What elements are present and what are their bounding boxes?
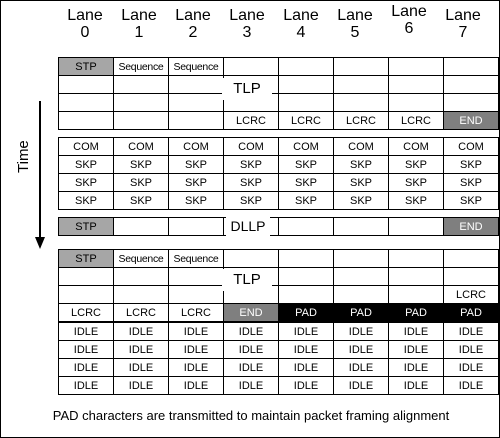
lane-headers <box>58 3 491 57</box>
lane-header-5 <box>328 7 382 41</box>
skip-ordered-set-block <box>58 137 499 210</box>
pad-symbol: PAD <box>279 304 334 322</box>
empty-cell <box>169 94 224 112</box>
table-row <box>59 359 499 377</box>
idle-symbol: IDLE <box>334 341 389 359</box>
idle-symbol: IDLE <box>444 377 499 395</box>
sequence-symbol: Sequence <box>114 58 169 76</box>
lcrc-symbol: LCRC <box>334 112 389 130</box>
table-row <box>59 76 499 94</box>
lane-number: 7 <box>458 24 468 41</box>
idle-symbol: IDLE <box>279 359 334 377</box>
empty-cell <box>114 112 169 130</box>
idle-symbol: IDLE <box>279 377 334 395</box>
skp-symbol: SKP <box>389 192 444 210</box>
table-row <box>59 156 499 174</box>
lane-header-6 <box>382 3 436 37</box>
skp-symbol: SKP <box>59 192 114 210</box>
skp-symbol: SKP <box>59 156 114 174</box>
lane-header-7 <box>436 7 490 41</box>
empty-cell <box>389 94 444 112</box>
empty-cell <box>279 286 334 304</box>
lane-number: 2 <box>188 24 198 41</box>
empty-cell <box>169 218 224 236</box>
empty-cell <box>279 76 334 94</box>
table-row <box>59 377 499 395</box>
lane-number: 4 <box>296 24 306 41</box>
idle-symbol: IDLE <box>279 341 334 359</box>
lane-number: 0 <box>80 24 90 41</box>
dllp-label: DLLP <box>226 217 270 236</box>
empty-cell <box>59 94 114 112</box>
empty-cell <box>334 268 389 286</box>
tlp-label: TLP <box>222 78 272 100</box>
empty-cell <box>444 94 499 112</box>
idle-symbol: IDLE <box>224 323 279 341</box>
empty-cell <box>389 218 444 236</box>
lane-header-0 <box>58 7 112 41</box>
skp-symbol: SKP <box>389 156 444 174</box>
stp-symbol: STP <box>59 250 114 268</box>
end-symbol: END <box>224 304 279 322</box>
idle-symbol: IDLE <box>334 359 389 377</box>
caption: PAD characters are transmitted to maintain packet framing alignment <box>52 408 450 423</box>
lane-label: Lane <box>175 7 211 24</box>
empty-cell <box>389 268 444 286</box>
com-symbol: COM <box>169 138 224 156</box>
empty-cell <box>389 286 444 304</box>
end-symbol: END <box>444 112 499 130</box>
empty-cell <box>444 250 499 268</box>
idle-symbol: IDLE <box>389 323 444 341</box>
com-symbol: COM <box>444 138 499 156</box>
empty-cell <box>114 76 169 94</box>
table-row <box>59 218 499 236</box>
empty-cell <box>169 286 224 304</box>
tlp-block-2 <box>58 249 499 322</box>
empty-cell <box>279 94 334 112</box>
lcrc-symbol: LCRC <box>389 112 444 130</box>
time-arrow-icon <box>15 101 45 249</box>
pad-symbol: PAD <box>334 304 389 322</box>
idle-symbol: IDLE <box>334 377 389 395</box>
skp-symbol: SKP <box>224 156 279 174</box>
empty-cell <box>59 268 114 286</box>
table-row <box>59 286 499 304</box>
lane-number: 3 <box>242 24 252 41</box>
idle-symbol: IDLE <box>334 323 389 341</box>
idle-symbol: IDLE <box>444 341 499 359</box>
skp-symbol: SKP <box>444 156 499 174</box>
idle-symbol: IDLE <box>224 377 279 395</box>
skp-symbol: SKP <box>279 192 334 210</box>
idle-symbol: IDLE <box>169 341 224 359</box>
sequence-symbol: Sequence <box>169 250 224 268</box>
empty-cell <box>59 112 114 130</box>
empty-cell <box>444 58 499 76</box>
lane-header-2 <box>166 7 220 41</box>
lcrc-symbol: LCRC <box>444 286 499 304</box>
idle-symbol: IDLE <box>389 377 444 395</box>
pad-symbol: PAD <box>389 304 444 322</box>
stp-symbol: STP <box>59 58 114 76</box>
skp-symbol: SKP <box>334 192 389 210</box>
empty-cell <box>114 94 169 112</box>
com-symbol: COM <box>334 138 389 156</box>
idle-symbol: IDLE <box>389 341 444 359</box>
table-row <box>59 112 499 130</box>
lane-number: 6 <box>404 20 414 37</box>
table-row <box>59 250 499 268</box>
skp-symbol: SKP <box>279 156 334 174</box>
empty-cell <box>334 94 389 112</box>
lcrc-symbol: LCRC <box>169 304 224 322</box>
lcrc-symbol: LCRC <box>279 112 334 130</box>
table-row <box>59 94 499 112</box>
skp-symbol: SKP <box>59 174 114 192</box>
empty-cell <box>279 58 334 76</box>
idle-block <box>58 322 499 395</box>
table-row <box>59 341 499 359</box>
idle-symbol: IDLE <box>389 359 444 377</box>
idle-symbol: IDLE <box>444 323 499 341</box>
end-symbol: END <box>444 218 499 236</box>
skp-symbol: SKP <box>334 156 389 174</box>
lane-label: Lane <box>121 7 157 24</box>
lane-label: Lane <box>337 7 373 24</box>
idle-symbol: IDLE <box>114 323 169 341</box>
skp-symbol: SKP <box>224 174 279 192</box>
sequence-symbol: Sequence <box>169 58 224 76</box>
lcrc-symbol: LCRC <box>59 304 114 322</box>
table-row <box>59 304 499 322</box>
skp-symbol: SKP <box>224 192 279 210</box>
idle-symbol: IDLE <box>169 323 224 341</box>
idle-symbol: IDLE <box>279 323 334 341</box>
idle-symbol: IDLE <box>59 359 114 377</box>
lane-header-1 <box>112 7 166 41</box>
skp-symbol: SKP <box>169 174 224 192</box>
lcrc-symbol: LCRC <box>224 112 279 130</box>
time-label: Time <box>15 140 32 173</box>
idle-symbol: IDLE <box>59 341 114 359</box>
table-row <box>59 174 499 192</box>
table-row <box>59 58 499 76</box>
tlp-label: TLP <box>222 269 272 291</box>
empty-cell <box>114 218 169 236</box>
skp-symbol: SKP <box>114 156 169 174</box>
skp-symbol: SKP <box>279 174 334 192</box>
table-row <box>59 323 499 341</box>
skp-symbol: SKP <box>114 174 169 192</box>
lane-label: Lane <box>283 7 319 24</box>
skp-symbol: SKP <box>169 192 224 210</box>
empty-cell <box>444 268 499 286</box>
empty-cell <box>334 250 389 268</box>
idle-symbol: IDLE <box>59 377 114 395</box>
empty-cell <box>389 58 444 76</box>
idle-symbol: IDLE <box>114 341 169 359</box>
empty-cell <box>169 112 224 130</box>
idle-symbol: IDLE <box>59 323 114 341</box>
lane-label: Lane <box>67 7 103 24</box>
empty-cell <box>224 250 279 268</box>
idle-symbol: IDLE <box>224 341 279 359</box>
skp-symbol: SKP <box>444 192 499 210</box>
empty-cell <box>334 58 389 76</box>
empty-cell <box>279 268 334 286</box>
empty-cell <box>224 58 279 76</box>
empty-cell <box>169 268 224 286</box>
empty-cell <box>169 76 224 94</box>
com-symbol: COM <box>389 138 444 156</box>
skp-symbol: SKP <box>114 192 169 210</box>
tlp-block-1 <box>58 57 499 130</box>
lane-number: 5 <box>350 24 360 41</box>
idle-symbol: IDLE <box>114 377 169 395</box>
table-row <box>59 192 499 210</box>
lane-label: Lane <box>391 3 427 20</box>
table-row <box>59 268 499 286</box>
empty-cell <box>444 76 499 94</box>
idle-symbol: IDLE <box>114 359 169 377</box>
com-symbol: COM <box>279 138 334 156</box>
com-symbol: COM <box>114 138 169 156</box>
empty-cell <box>389 250 444 268</box>
skp-symbol: SKP <box>444 174 499 192</box>
empty-cell <box>114 268 169 286</box>
sequence-symbol: Sequence <box>114 250 169 268</box>
lane-label: Lane <box>445 7 481 24</box>
idle-symbol: IDLE <box>444 359 499 377</box>
empty-cell <box>334 218 389 236</box>
empty-cell <box>279 218 334 236</box>
empty-cell <box>59 286 114 304</box>
idle-symbol: IDLE <box>169 377 224 395</box>
empty-cell <box>334 76 389 94</box>
lane-number: 1 <box>134 24 144 41</box>
empty-cell <box>114 286 169 304</box>
table-row <box>59 138 499 156</box>
empty-cell <box>334 286 389 304</box>
skp-symbol: SKP <box>389 174 444 192</box>
empty-cell <box>59 76 114 94</box>
skp-symbol: SKP <box>169 156 224 174</box>
lcrc-symbol: LCRC <box>114 304 169 322</box>
idle-symbol: IDLE <box>169 359 224 377</box>
empty-cell <box>389 76 444 94</box>
stp-symbol: STP <box>59 218 114 236</box>
pad-symbol: PAD <box>444 304 499 322</box>
lane-header-3 <box>220 7 274 41</box>
lane-header-4 <box>274 7 328 41</box>
empty-cell <box>279 250 334 268</box>
dllp-block <box>58 217 499 236</box>
skp-symbol: SKP <box>334 174 389 192</box>
com-symbol: COM <box>224 138 279 156</box>
idle-symbol: IDLE <box>224 359 279 377</box>
com-symbol: COM <box>59 138 114 156</box>
lane-label: Lane <box>229 7 265 24</box>
